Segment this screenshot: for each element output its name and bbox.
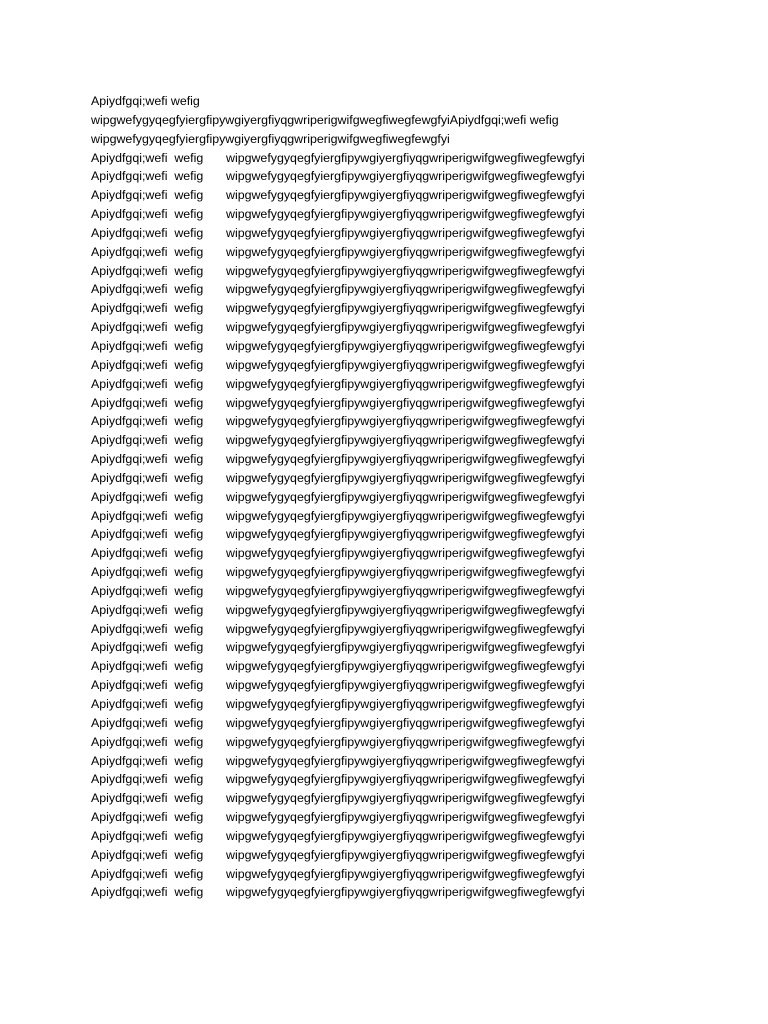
intro-line-2: wipgwefygyqegfyiergfipywgiyergfiyqgwriperigwifgwegfiwegfewgfyiApiydfgqi;wefi wefig — [91, 112, 559, 127]
text-row — [91, 638, 651, 657]
row-body-text: wipgwefygyqegfyiergfipywgiyergfiyqgwriperigwifgwegfiwegfewgfyi — [226, 301, 585, 316]
row-lead-text: Apiydfgqi;wefi wefig — [91, 301, 204, 316]
text-row — [91, 224, 651, 243]
text-row — [91, 827, 651, 846]
row-lead-text: Apiydfgqi;wefi wefig — [91, 621, 204, 636]
row-lead-text: Apiydfgqi;wefi wefig — [91, 772, 204, 787]
row-lead-text: Apiydfgqi;wefi wefig — [91, 583, 204, 598]
text-row — [91, 205, 651, 224]
row-lead-text: Apiydfgqi;wefi wefig — [91, 338, 204, 353]
row-lead-text: Apiydfgqi;wefi wefig — [91, 414, 204, 429]
row-lead-text: Apiydfgqi;wefi wefig — [91, 715, 204, 730]
text-row — [91, 507, 651, 526]
text-row — [91, 789, 651, 808]
row-lead-text: Apiydfgqi;wefi wefig — [91, 659, 204, 674]
row-lead-text: Apiydfgqi;wefi wefig — [91, 489, 204, 504]
row-body-text: wipgwefygyqegfyiergfipywgiyergfiyqgwriperigwifgwegfiwegfewgfyi — [226, 791, 585, 806]
text-row — [91, 280, 651, 299]
row-body-text: wipgwefygyqegfyiergfipywgiyergfiyqgwriperigwifgwegfiwegfewgfyi — [226, 659, 585, 674]
row-body-text: wipgwefygyqegfyiergfipywgiyergfiyqgwriperigwifgwegfiwegfewgfyi — [226, 583, 585, 598]
row-lead-text: Apiydfgqi;wefi wefig — [91, 150, 204, 165]
row-lead-text: Apiydfgqi;wefi wefig — [91, 169, 204, 184]
row-body-text: wipgwefygyqegfyiergfipywgiyergfiyqgwriperigwifgwegfiwegfewgfyi — [226, 263, 585, 278]
row-lead-text: Apiydfgqi;wefi wefig — [91, 433, 204, 448]
row-body-text: wipgwefygyqegfyiergfipywgiyergfiyqgwriperigwifgwegfiwegfewgfyi — [226, 697, 585, 711]
row-body-text: wipgwefygyqegfyiergfipywgiyergfiyqgwriperigwifgwegfiwegfewgfyi — [226, 357, 585, 372]
row-lead-text: Apiydfgqi;wefi wefig — [91, 847, 204, 862]
document-body — [91, 92, 651, 902]
text-row — [91, 733, 651, 752]
row-body-text: wipgwefygyqegfyiergfipywgiyergfiyqgwriperigwifgwegfiwegfewgfyi — [226, 866, 585, 881]
row-body-text: wipgwefygyqegfyiergfipywgiyergfiyqgwriperigwifgwegfiwegfewgfyi — [226, 395, 585, 410]
row-body-text: wipgwefygyqegfyiergfipywgiyergfiyqgwriperigwifgwegfiwegfewgfyi — [226, 150, 585, 165]
text-row — [91, 412, 651, 431]
row-body-text: wipgwefygyqegfyiergfipywgiyergfiyqgwriperigwifgwegfiwegfewgfyi — [226, 508, 585, 523]
row-body-text: wipgwefygyqegfyiergfipywgiyergfiyqgwriperigwifgwegfiwegfewgfyi — [226, 527, 585, 542]
text-row — [91, 394, 651, 413]
text-row — [91, 657, 651, 676]
row-body-text: wipgwefygyqegfyiergfipywgiyergfiyqgwriperigwifgwegfiwegfewgfyi — [226, 715, 585, 730]
row-body-text: wipgwefygyqegfyiergfipywgiyergfiyqgwriperigwifgwegfiwegfewgfyi — [226, 489, 585, 504]
row-body-text: wipgwefygyqegfyiergfipywgiyergfiyqgwriperigwifgwegfiwegfewgfyi — [226, 753, 585, 768]
row-body-text: wipgwefygyqegfyiergfipywgiyergfiyqgwriperigwifgwegfiwegfewgfyi — [226, 433, 585, 448]
row-lead-text: Apiydfgqi;wefi wefig — [91, 508, 204, 523]
text-row — [91, 186, 651, 205]
row-lead-text: Apiydfgqi;wefi wefig — [91, 244, 204, 259]
text-row — [91, 243, 651, 262]
row-body-text: wipgwefygyqegfyiergfipywgiyergfiyqgwriperigwifgwegfiwegfewgfyi — [226, 376, 585, 391]
row-lead-text: Apiydfgqi;wefi wefig — [91, 452, 204, 467]
row-lead-text: Apiydfgqi;wefi wefig — [91, 885, 204, 900]
text-row — [91, 525, 651, 544]
row-lead-text: Apiydfgqi;wefi wefig — [91, 225, 204, 240]
intro-line-3: wipgwefygyqegfyiergfipywgiyergfiyqgwriperigwifgwegfiwegfewgfyi — [91, 131, 450, 146]
text-row — [91, 262, 651, 281]
row-body-text: wipgwefygyqegfyiergfipywgiyergfiyqgwriperigwifgwegfiwegfewgfyi — [226, 885, 585, 900]
row-body-text: wipgwefygyqegfyiergfipywgiyergfiyqgwriperigwifgwegfiwegfewgfyi — [226, 847, 585, 862]
row-lead-text: Apiydfgqi;wefi wefig — [91, 357, 204, 372]
text-row — [91, 846, 651, 865]
row-lead-text: Apiydfgqi;wefi wefig — [91, 282, 204, 297]
row-lead-text: Apiydfgqi;wefi wefig — [91, 188, 204, 203]
intro-line-1: Apiydfgqi;wefi wefig — [91, 94, 200, 108]
row-body-text: wipgwefygyqegfyiergfipywgiyergfiyqgwriperigwifgwegfiwegfewgfyi — [226, 282, 585, 297]
row-body-text: wipgwefygyqegfyiergfipywgiyergfiyqgwriperigwifgwegfiwegfewgfyi — [226, 810, 585, 825]
row-lead-text: Apiydfgqi;wefi wefig — [91, 734, 204, 749]
text-row — [91, 601, 651, 620]
text-row — [91, 544, 651, 563]
row-body-text: wipgwefygyqegfyiergfipywgiyergfiyqgwriperigwifgwegfiwegfewgfyi — [226, 320, 585, 335]
row-body-text: wipgwefygyqegfyiergfipywgiyergfiyqgwriperigwifgwegfiwegfewgfyi — [226, 772, 585, 787]
text-row — [91, 299, 651, 318]
row-body-text: wipgwefygyqegfyiergfipywgiyergfiyqgwriperigwifgwegfiwegfewgfyi — [226, 188, 585, 203]
text-row — [91, 695, 651, 714]
row-lead-text: Apiydfgqi;wefi wefig — [91, 791, 204, 806]
text-row — [91, 356, 651, 375]
row-lead-text: Apiydfgqi;wefi wefig — [91, 263, 204, 278]
text-row — [91, 676, 651, 695]
text-row — [91, 375, 651, 394]
row-lead-text: Apiydfgqi;wefi wefig — [91, 810, 204, 825]
row-body-text: wipgwefygyqegfyiergfipywgiyergfiyqgwriperigwifgwegfiwegfewgfyi — [226, 169, 585, 184]
row-body-text: wipgwefygyqegfyiergfipywgiyergfiyqgwriperigwifgwegfiwegfewgfyi — [226, 828, 585, 843]
row-body-text: wipgwefygyqegfyiergfipywgiyergfiyqgwriperigwifgwegfiwegfewgfyi — [226, 621, 585, 636]
row-body-text: wipgwefygyqegfyiergfipywgiyergfiyqgwriperigwifgwegfiwegfewgfyi — [226, 207, 585, 222]
row-body-text: wipgwefygyqegfyiergfipywgiyergfiyqgwriperigwifgwegfiwegfewgfyi — [226, 452, 585, 467]
text-row — [91, 318, 651, 337]
row-lead-text: Apiydfgqi;wefi wefig — [91, 753, 204, 768]
row-body-text: wipgwefygyqegfyiergfipywgiyergfiyqgwriperigwifgwegfiwegfewgfyi — [226, 565, 585, 580]
text-row — [91, 431, 651, 450]
row-body-text: wipgwefygyqegfyiergfipywgiyergfiyqgwriperigwifgwegfiwegfewgfyi — [226, 225, 585, 240]
text-row — [91, 450, 651, 469]
text-row — [91, 488, 651, 507]
row-body-text: wipgwefygyqegfyiergfipywgiyergfiyqgwriperigwifgwegfiwegfewgfyi — [226, 678, 585, 693]
row-lead-text: Apiydfgqi;wefi wefig — [91, 376, 204, 391]
row-lead-text: Apiydfgqi;wefi wefig — [91, 546, 204, 561]
row-lead-text: Apiydfgqi;wefi wefig — [91, 828, 204, 843]
row-body-text: wipgwefygyqegfyiergfipywgiyergfiyqgwriperigwifgwegfiwegfewgfyi — [226, 414, 585, 429]
text-row — [91, 563, 651, 582]
text-row — [91, 149, 651, 168]
row-body-text: wipgwefygyqegfyiergfipywgiyergfiyqgwriperigwifgwegfiwegfewgfyi — [226, 546, 585, 561]
row-body-text: wipgwefygyqegfyiergfipywgiyergfiyqgwriperigwifgwegfiwegfewgfyi — [226, 602, 585, 617]
row-body-text: wipgwefygyqegfyiergfipywgiyergfiyqgwriperigwifgwegfiwegfewgfyi — [226, 640, 585, 655]
row-lead-text: Apiydfgqi;wefi wefig — [91, 207, 204, 222]
text-row — [91, 770, 651, 789]
row-lead-text: Apiydfgqi;wefi wefig — [91, 395, 204, 410]
row-lead-text: Apiydfgqi;wefi wefig — [91, 640, 204, 655]
row-lead-text: Apiydfgqi;wefi wefig — [91, 470, 204, 485]
row-lead-text: Apiydfgqi;wefi wefig — [91, 697, 204, 711]
row-lead-text: Apiydfgqi;wefi wefig — [91, 602, 204, 617]
text-row — [91, 582, 651, 601]
text-row — [91, 808, 651, 827]
text-rows — [91, 149, 651, 903]
row-lead-text: Apiydfgqi;wefi wefig — [91, 320, 204, 335]
text-row — [91, 714, 651, 733]
text-row — [91, 865, 651, 884]
text-row — [91, 752, 651, 771]
row-lead-text: Apiydfgqi;wefi wefig — [91, 565, 204, 580]
row-lead-text: Apiydfgqi;wefi wefig — [91, 527, 204, 542]
text-row — [91, 883, 651, 902]
text-row — [91, 337, 651, 356]
row-body-text: wipgwefygyqegfyiergfipywgiyergfiyqgwriperigwifgwegfiwegfewgfyi — [226, 338, 585, 353]
row-lead-text: Apiydfgqi;wefi wefig — [91, 678, 204, 693]
text-row — [91, 167, 651, 186]
row-lead-text: Apiydfgqi;wefi wefig — [91, 866, 204, 881]
row-body-text: wipgwefygyqegfyiergfipywgiyergfiyqgwriperigwifgwegfiwegfewgfyi — [226, 244, 585, 259]
row-body-text: wipgwefygyqegfyiergfipywgiyergfiyqgwriperigwifgwegfiwegfewgfyi — [226, 470, 585, 485]
text-row — [91, 620, 651, 639]
text-row — [91, 469, 651, 488]
row-body-text: wipgwefygyqegfyiergfipywgiyergfiyqgwriperigwifgwegfiwegfewgfyi — [226, 734, 585, 749]
